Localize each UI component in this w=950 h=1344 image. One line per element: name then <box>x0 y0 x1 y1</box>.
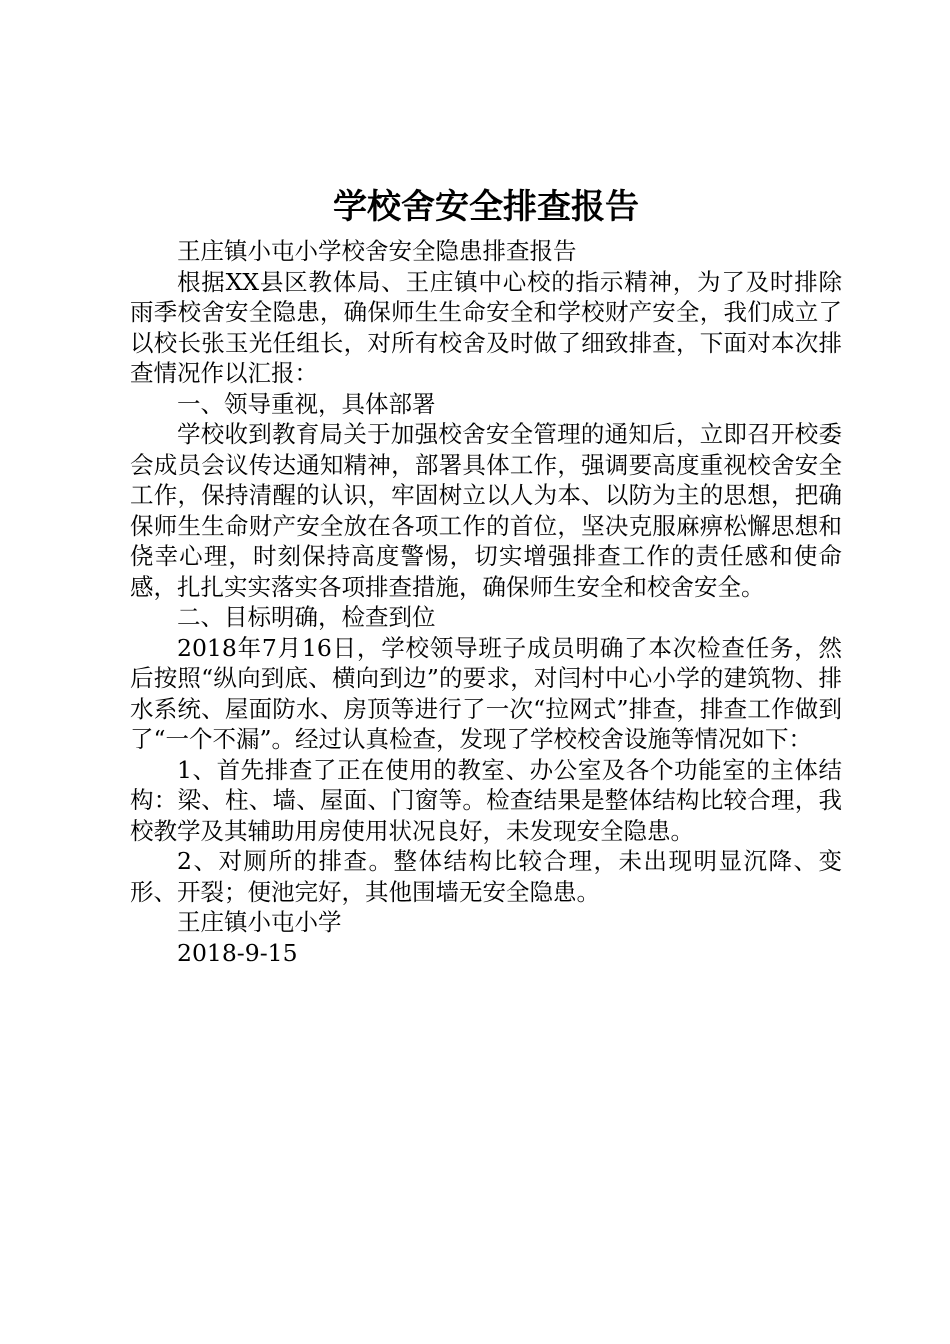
document-title: 学校舍安全排查报告 <box>333 187 639 227</box>
finding-item-2: 2、对厕所的排查。整体结构比较合理，未出现明显沉降、变形、开裂；便池完好，其他围墙无安全隐患。 <box>130 847 842 906</box>
section-1-body: 学校收到教育局关于加强校舍安全管理的通知后，立即召开校委会成员会议传达通知精神，部署具体工作，强调要高度重视校舍安全工作，保持清醒的认识，牢固树立以人为本、以防为主的思想，把确保师生生命财产安全放在各项工作的首位，坚决克服麻痹松懈思想和侥幸心理，时刻保持高度警惕，切实增强排查工作的责任感和使命感，扎扎实实落实各项排查措施，确保师生安全和校舍安全。 <box>130 420 842 601</box>
report-subtitle: 王庄镇小屯小学校舍安全隐患排查报告 <box>177 237 577 265</box>
signature-date: 2018-9-15 <box>177 938 298 967</box>
intro-paragraph: 根据XX县区教体局、王庄镇中心校的指示精神，为了及时排除雨季校舍安全隐患，确保师生生命安全和学校财产安全，我们成立了以校长张玉光任组长，对所有校舍及时做了细致排查，下面对本次排查情况作以汇报： <box>130 267 842 387</box>
document-page <box>130 178 842 968</box>
finding-item-1: 1、首先排查了正在使用的教室、办公室及各个功能室的主体结构：梁、柱、墙、屋面、门窗等。检查结果是整体结构比较合理，我校教学及其辅助用房使用状况良好，未发现安全隐患。 <box>130 755 842 845</box>
section-heading-1: 一、领导重视，具体部署 <box>177 389 436 418</box>
section-heading-2: 二、目标明确，检查到位 <box>177 603 436 631</box>
section-2-body: 2018年7月16日，学校领导班子成员明确了本次检查任务，然后按照“纵向到底、横向到边”的要求，对闫村中心小学的建筑物、排水系统、屋面防水、房顶等进行了一次“拉网式”排查，排查工作做到了“一个不漏”。经过认真检查，发现了学校校舍设施等情况如下： <box>130 633 842 753</box>
signature-organization: 王庄镇小屯小学 <box>177 908 342 936</box>
